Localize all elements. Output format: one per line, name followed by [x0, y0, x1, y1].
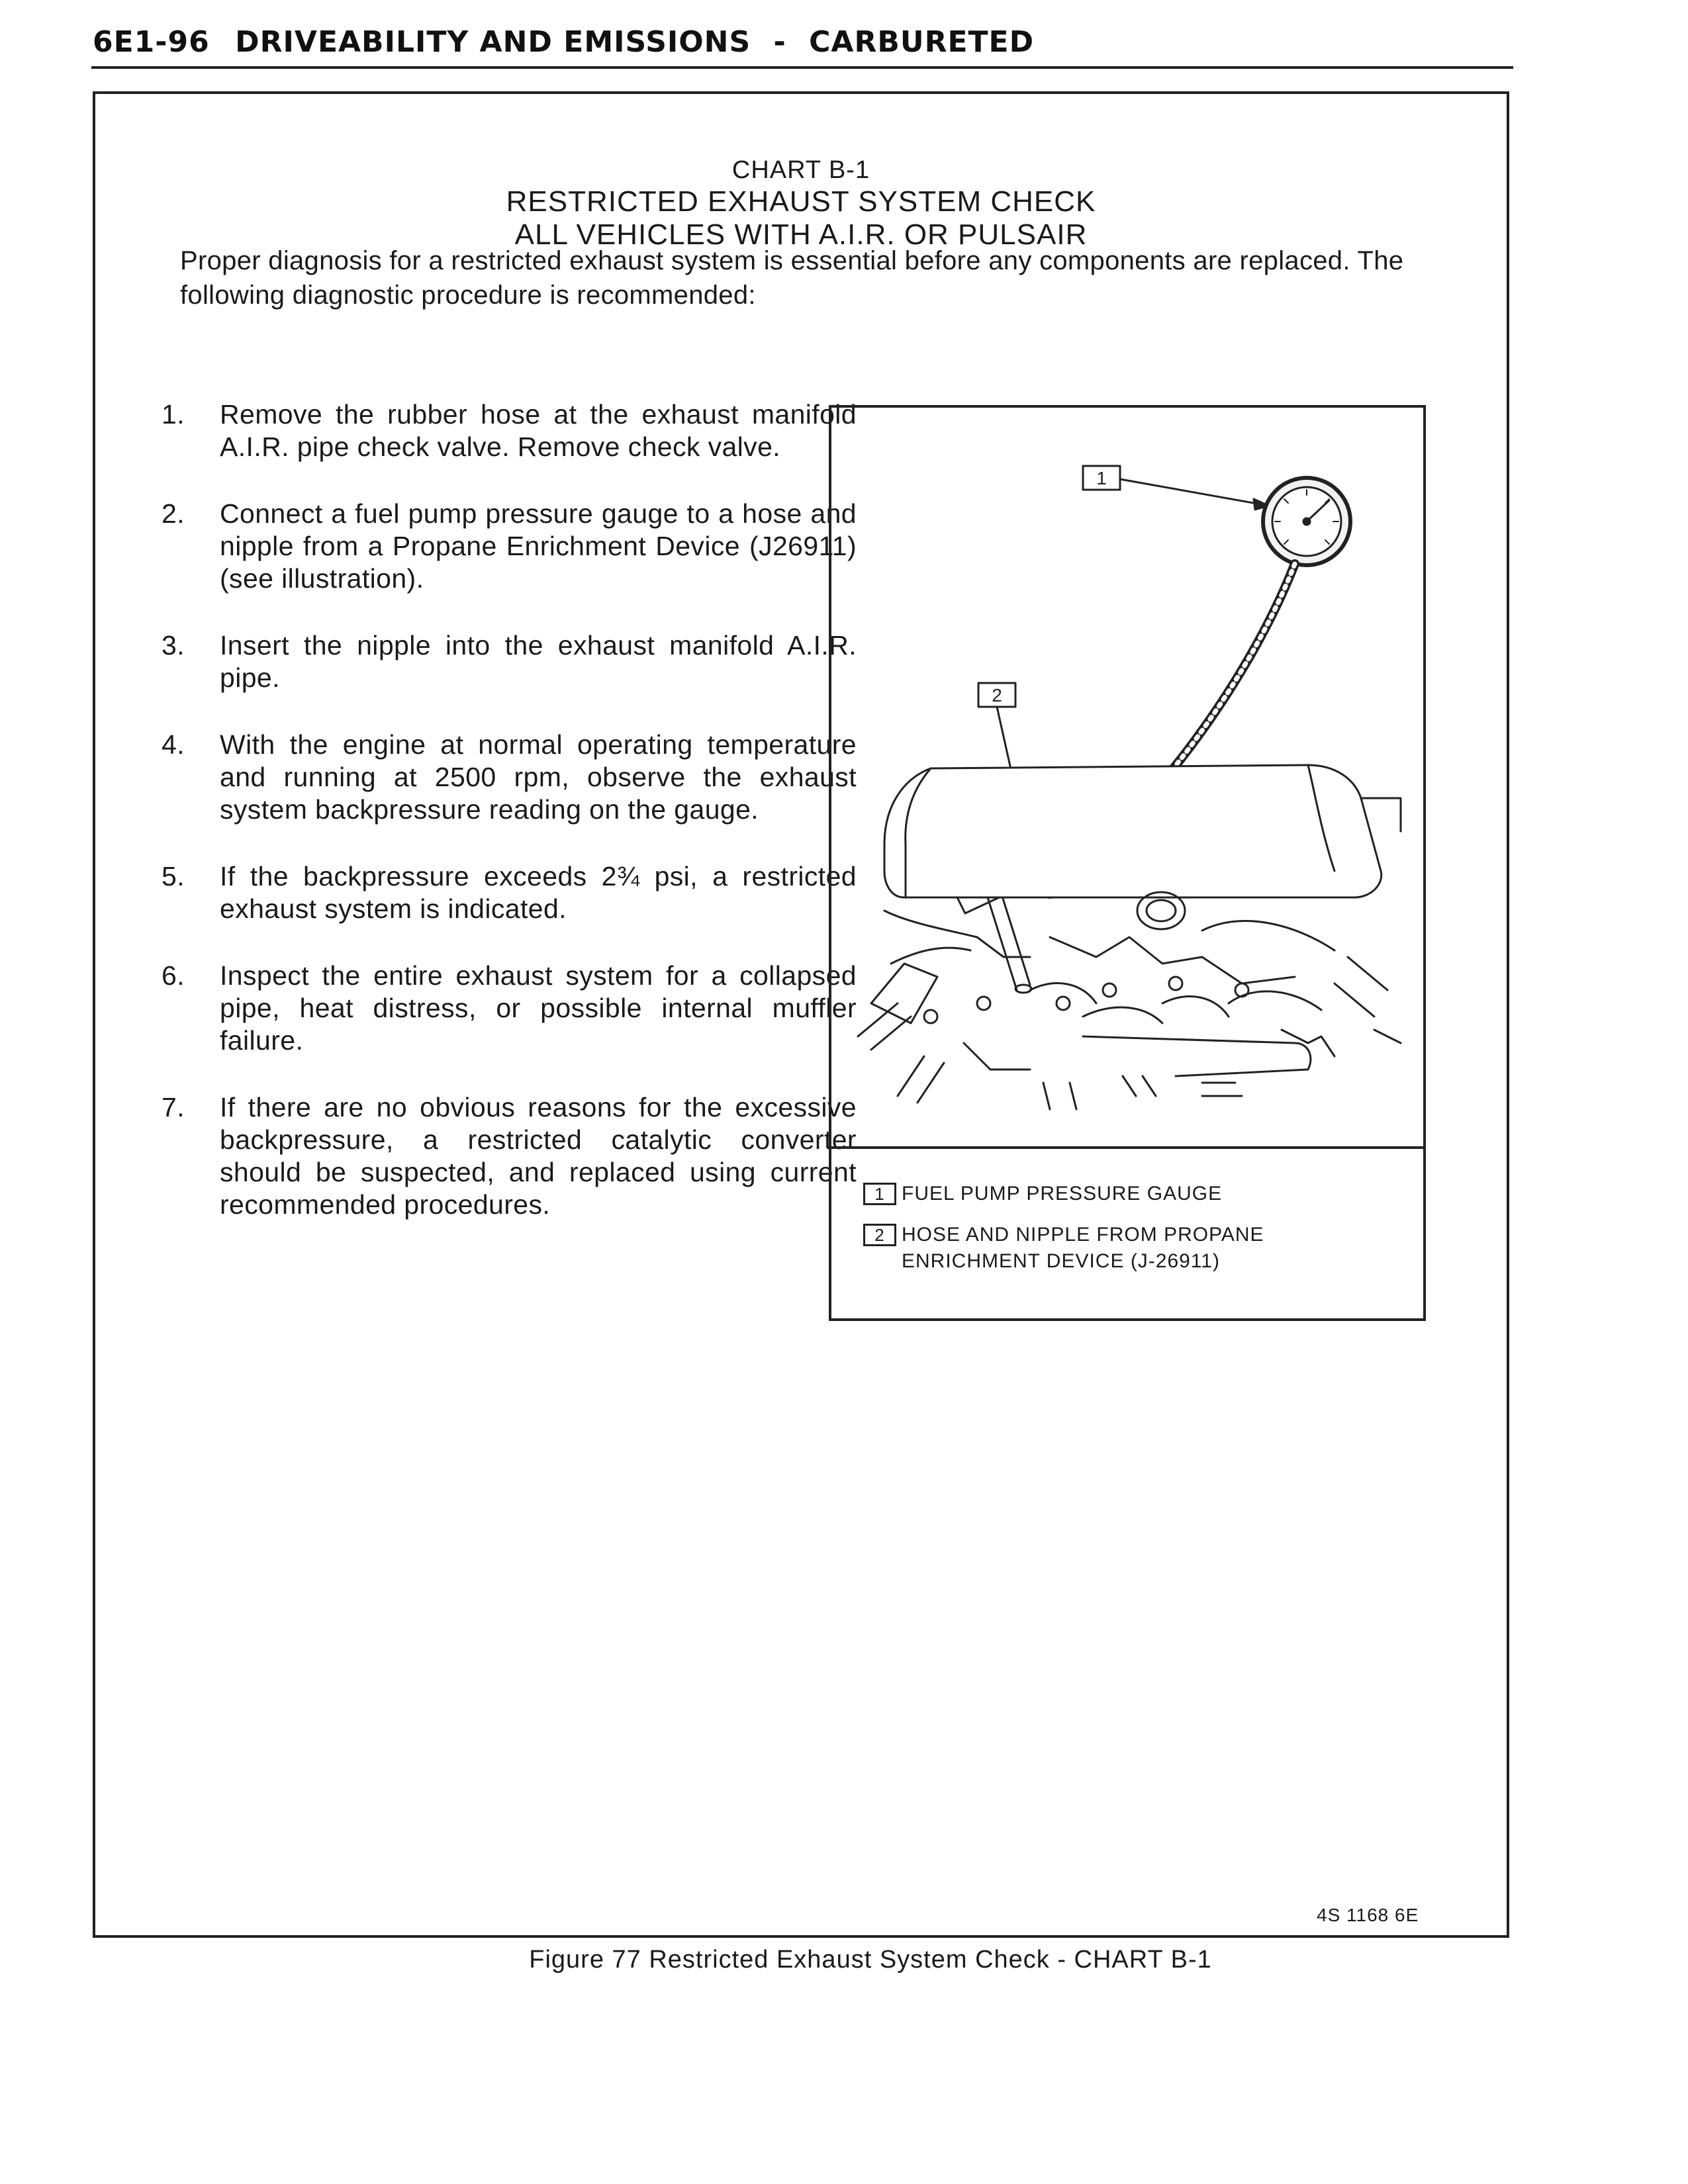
figure-code: 4S 1168 6E — [1317, 1905, 1419, 1925]
legend-item-1 — [863, 1181, 1405, 1207]
step-text: If the backpressure exceeds 2¾ psi, a restricted exhaust system is indicated. — [220, 861, 857, 924]
illustration-box — [829, 405, 1426, 1321]
step-text: Inspect the entire exhaust system for a collapsed pipe, heat distress, or possible internal muffler failure. — [220, 960, 857, 1056]
chart-number: CHART B-1 — [731, 156, 870, 184]
legend-tag: 1 — [863, 1183, 896, 1205]
callout-1-label: 1 — [1096, 468, 1107, 488]
engine-gauge-illustration — [831, 408, 1423, 1146]
callout-2-label: 2 — [992, 685, 1002, 705]
chart-title-line-1: RESTRICTED EXHAUST SYSTEM CHECK — [506, 185, 1096, 218]
step-4 — [162, 729, 857, 826]
step-1 — [162, 398, 857, 463]
step-number: 3. — [162, 630, 185, 660]
step-number: 5. — [162, 861, 185, 891]
legend-text: HOSE AND NIPPLE FROM PROPANE ENRICHMENT DEVICE (J-26911) — [902, 1224, 1264, 1272]
callout-1 — [1083, 466, 1268, 510]
step-text: Connect a fuel pump pressure gauge to a hose and nipple from a Propane Enrichment Device (J26911) (see illustration). — [220, 498, 857, 594]
step-text: With the engine at normal operating temperature and running at 2500 rpm, observe the exhaust system backpressure reading on the gauge. — [220, 729, 857, 825]
legend-item-2 — [863, 1222, 1405, 1275]
section-number: 6E1-96 — [93, 25, 210, 59]
header-rule — [91, 66, 1513, 69]
step-6 — [162, 960, 857, 1057]
section-title: DRIVEABILITY AND EMISSIONS — [235, 25, 751, 59]
chart-title-line-2: ALL VEHICLES WITH A.I.R. OR PULSAIR — [514, 218, 1088, 251]
title-separator: - — [773, 25, 786, 59]
step-5 — [162, 860, 857, 925]
section-subtitle: CARBURETED — [809, 25, 1035, 59]
illustration-legend — [831, 1146, 1423, 1321]
figure-frame — [93, 91, 1509, 1938]
step-text: Insert the nipple into the exhaust manifold A.I.R. pipe. — [220, 630, 857, 693]
pressure-gauge-icon — [1263, 478, 1350, 565]
figure-caption: Figure 77 Restricted Exhaust System Check - CHART B-1 — [529, 1946, 1212, 1974]
step-number: 6. — [162, 960, 185, 991]
running-head — [93, 25, 1034, 59]
procedure-steps — [162, 398, 857, 1255]
legend-text: FUEL PUMP PRESSURE GAUGE — [902, 1183, 1223, 1205]
step-number: 2. — [162, 498, 185, 529]
legend-tag: 2 — [863, 1224, 896, 1246]
step-2 — [162, 498, 857, 595]
step-number: 7. — [162, 1092, 185, 1122]
step-text: Remove the rubber hose at the exhaust manifold A.I.R. pipe check valve. Remove check valve. — [220, 399, 857, 462]
step-number: 4. — [162, 729, 185, 760]
step-number: 1. — [162, 399, 185, 430]
step-7 — [162, 1091, 857, 1221]
intro-paragraph: Proper diagnosis for a restricted exhaust system is essential before any components are replaced. The following diagnostic procedure is recommended: — [180, 246, 1404, 310]
chart-heading — [95, 155, 1507, 251]
step-text: If there are no obvious reasons for the excessive backpressure, a restricted catalytic converter should be suspected, and replaced using current recommended procedures. — [220, 1092, 857, 1220]
valve-cover — [884, 765, 1401, 897]
step-3 — [162, 629, 857, 694]
engine-block — [858, 892, 1401, 1109]
